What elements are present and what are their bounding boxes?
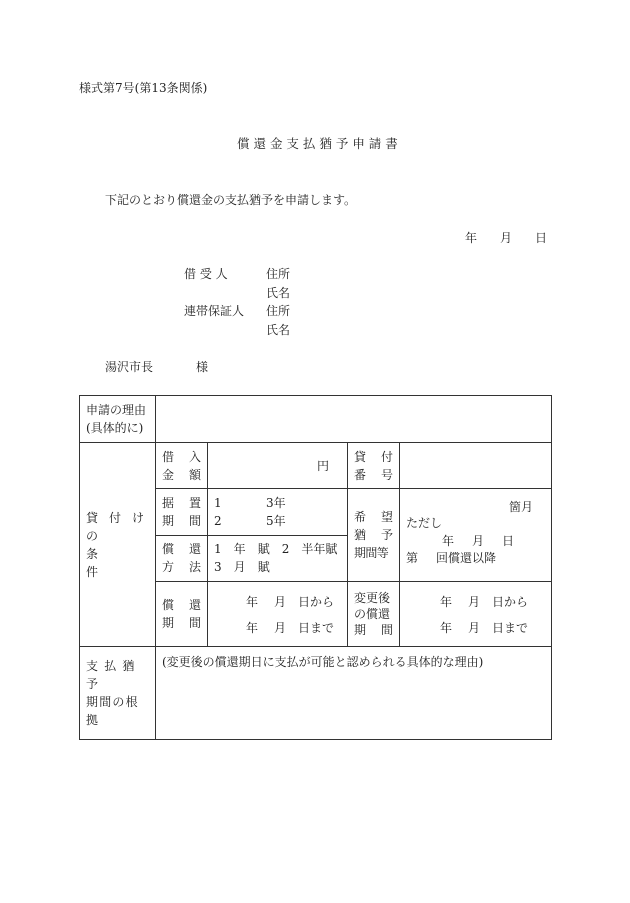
reason-label: 申請の理由 [86, 403, 147, 417]
borrower-label: 借 受 人 [184, 267, 228, 281]
reason-input-cell[interactable] [156, 396, 552, 443]
loan-conditions-label-cell [80, 443, 156, 647]
guarantor-label: 連帯保証人 [184, 304, 245, 318]
desired-proviso: ただし [406, 516, 443, 530]
desired-label-cell: 希 望 猶 予 期間等 [348, 489, 400, 582]
date-day: 日 [535, 231, 548, 245]
application-table [79, 395, 552, 740]
loan-number-label-cell: 貸 付 番 号 [348, 443, 400, 489]
loan-amount-label-cell: 借 入 金 額 [156, 443, 208, 489]
loan-number-input[interactable] [400, 443, 552, 489]
repayment-method-label-cell: 償 還 方 法 [156, 535, 208, 582]
desired-installment: 回償還以降 [436, 551, 497, 565]
loan-conditions-label-line2: 条 件 [86, 546, 149, 579]
deferment-option-2[interactable]: 2 [214, 513, 222, 528]
basis-label-cell [80, 647, 156, 740]
deferment-option-1[interactable]: 1 [214, 495, 222, 510]
reason-label-cell [80, 396, 156, 443]
guarantor-address-label: 住所 [266, 304, 291, 318]
addressee-honorific: 様 [196, 360, 209, 374]
loan-amount-unit: 円 [316, 458, 329, 473]
deferment-options[interactable]: 1 3年 2 5年 [208, 489, 348, 536]
date-year: 年 [465, 231, 478, 245]
repayment-period-label-cell: 償 還 期 間 [156, 582, 208, 647]
desired-months: 箇月 [508, 500, 533, 514]
guarantor-name-label: 氏名 [266, 323, 291, 337]
changed-period-input[interactable]: 年 月 日から 年 月 日まで [400, 582, 552, 647]
reason-label-note: (具体的に) [86, 421, 144, 435]
basis-label-line2: 期間の根拠 [86, 695, 139, 727]
desired-input-cell[interactable]: 箇月 ただし 年 月 日 第 回償還以降 [400, 489, 552, 582]
repayment-method-options[interactable]: 1 年 賦 2 半年賦 3 月 賦 [208, 535, 348, 582]
loan-conditions-label-line1: 貸 付 け の [86, 510, 148, 543]
repayment-period-input[interactable]: 年 月 日から 年 月 日まで [208, 582, 348, 647]
form-number: 様式第7号(第13条関係) [79, 81, 208, 95]
deferment-label-cell: 据 置 期 間 [156, 489, 208, 536]
borrower-name-label: 氏名 [266, 286, 291, 300]
addressee-name: 湯沢市長 [105, 360, 154, 374]
intro-text: 下記のとおり償還金の支払猶予を申請します。 [105, 193, 357, 207]
date-month: 月 [500, 231, 513, 245]
borrower-address-label: 住所 [266, 267, 291, 281]
loan-amount-input[interactable] [208, 443, 348, 489]
basis-note: (変更後の償還期日に支払が可能と認められる具体的な理由) [162, 655, 484, 669]
document-title: 償 還 金 支 払 猶 予 申 請 書 [237, 136, 398, 151]
basis-label-line1: 支 払 猶 予 [86, 659, 136, 691]
basis-input-cell[interactable] [156, 647, 552, 740]
changed-period-label-cell: 変更後 の償還 期 間 [348, 582, 400, 647]
